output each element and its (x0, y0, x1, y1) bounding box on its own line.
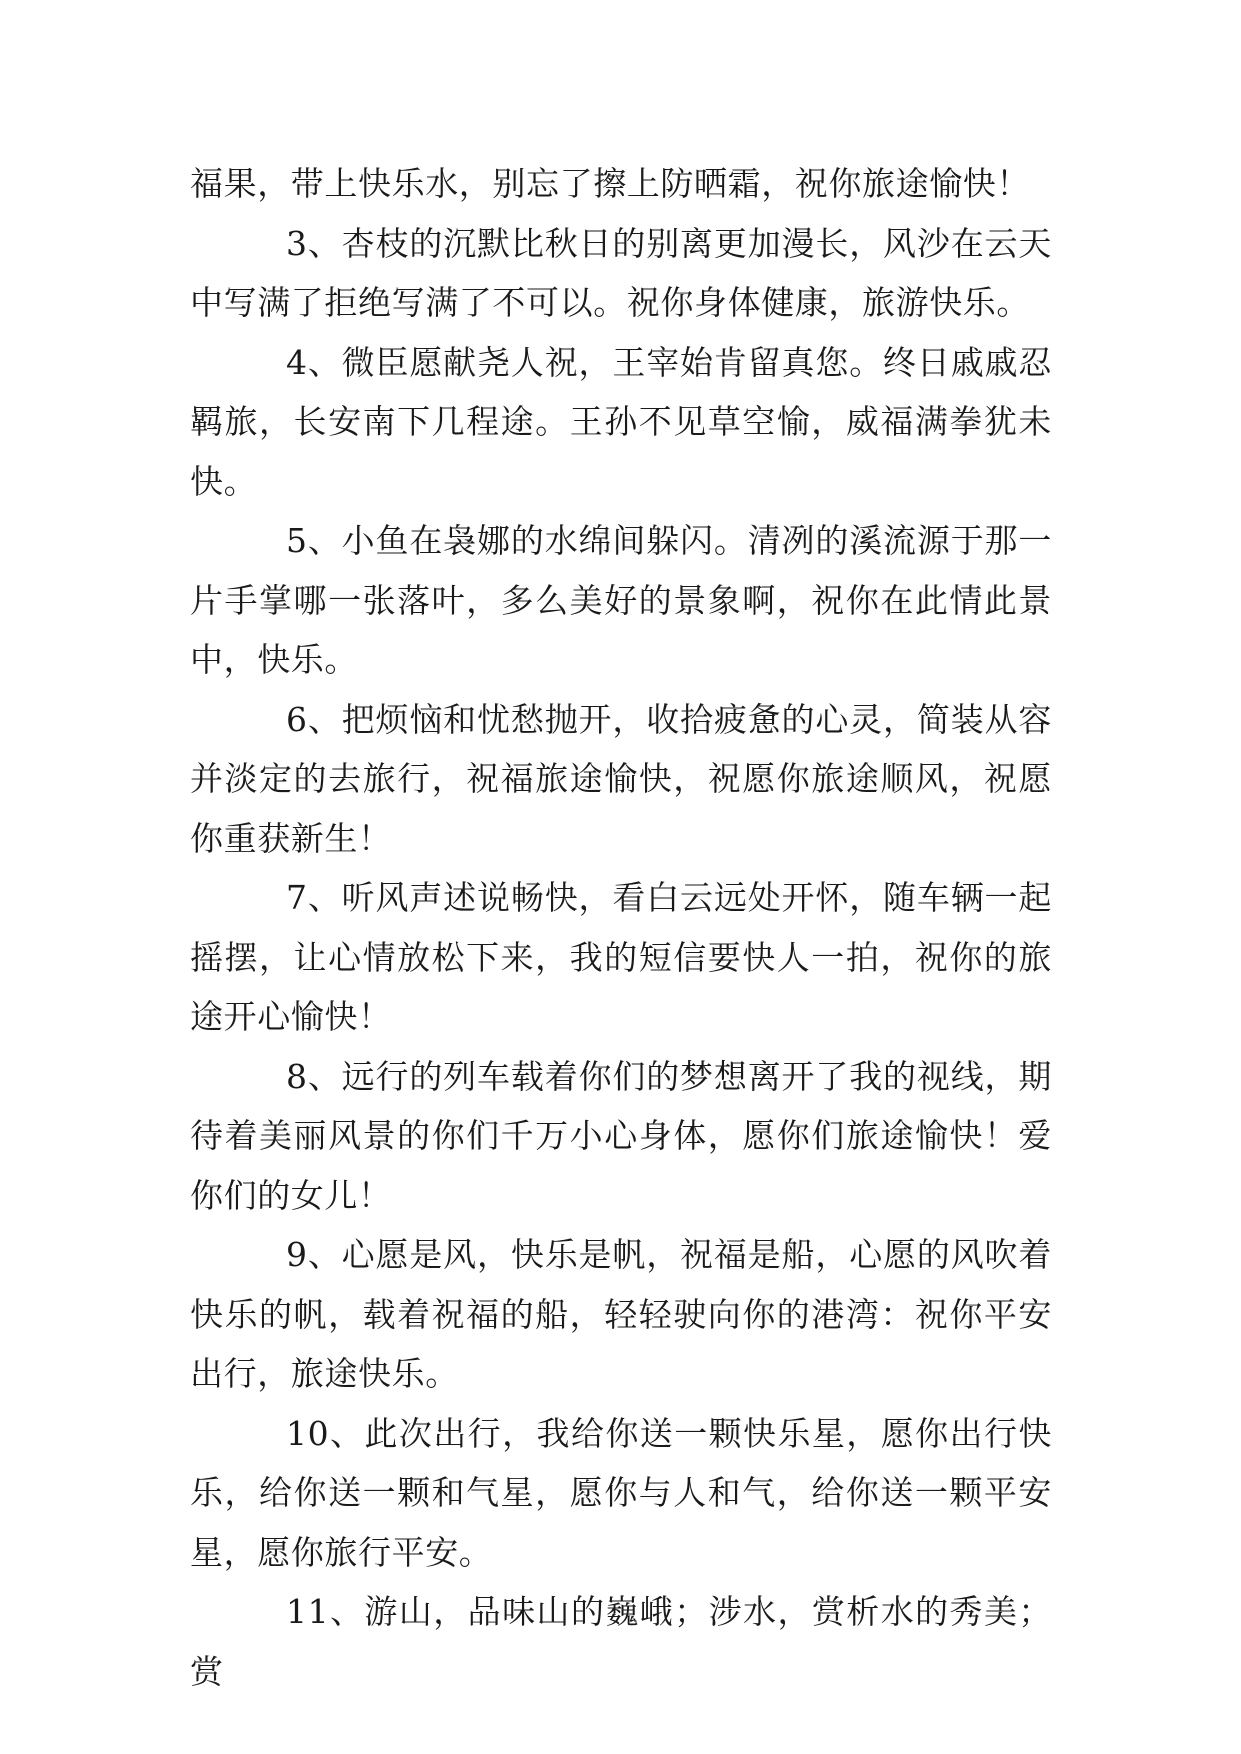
paragraph-10: 10、此次出行，我给你送一颗快乐星，愿你出行快乐，给你送一颗和气星，愿你与人和气，给你送一颗平安星，愿你旅行平安。 (190, 1413, 1052, 1572)
paragraph-3: 3、杏枝的沉默比秋日的别离更加漫长，风沙在云天中写满了拒绝写满了不可以。祝你身体健康，旅游快乐。 (190, 223, 1052, 322)
paragraph-11: 11、游山，品味山的巍峨；涉水，赏析水的秀美；赏 (190, 1592, 1052, 1691)
paragraph-continuation: 福果，带上快乐水，别忘了擦上防晒霜，祝你旅途愉快！ (190, 164, 1030, 203)
paragraph-9: 9、心愿是风，快乐是帆，祝福是船，心愿的风吹着快乐的帆，载着祝福的船，轻轻驶向你的港湾：祝你平安出行，旅途快乐。 (190, 1235, 1052, 1393)
paragraph-4: 4、微臣愿献尧人祝，王宰始肯留真您。终日戚戚忍羁旅，长安南下几程途。王孙不见草空愉，威福满拳犹未快。 (190, 342, 1052, 501)
paragraph-6: 6、把烦恼和忧愁抛开，收拾疲惫的心灵，简装从容并淡定的去旅行，祝福旅途愉快，祝愿你旅途顺风，祝愿你重获新生！ (190, 699, 1052, 858)
paragraph-8: 8、远行的列车载着你们的梦想离开了我的视线，期待着美丽风景的你们千万小心身体，愿你们旅途愉快！爱你们的女儿！ (190, 1056, 1052, 1215)
paragraph-7: 7、听风声述说畅快，看白云远处开怀，随车辆一起摇摆，让心情放松下来，我的短信要快人一拍，祝你的旅途开心愉快！ (190, 878, 1052, 1036)
paragraph-5: 5、小鱼在袅娜的水绵间躲闪。清冽的溪流源于那一片手掌哪一张落叶，多么美好的景象啊，祝你在此情此景中，快乐。 (190, 521, 1052, 679)
document-body (190, 154, 1052, 1701)
